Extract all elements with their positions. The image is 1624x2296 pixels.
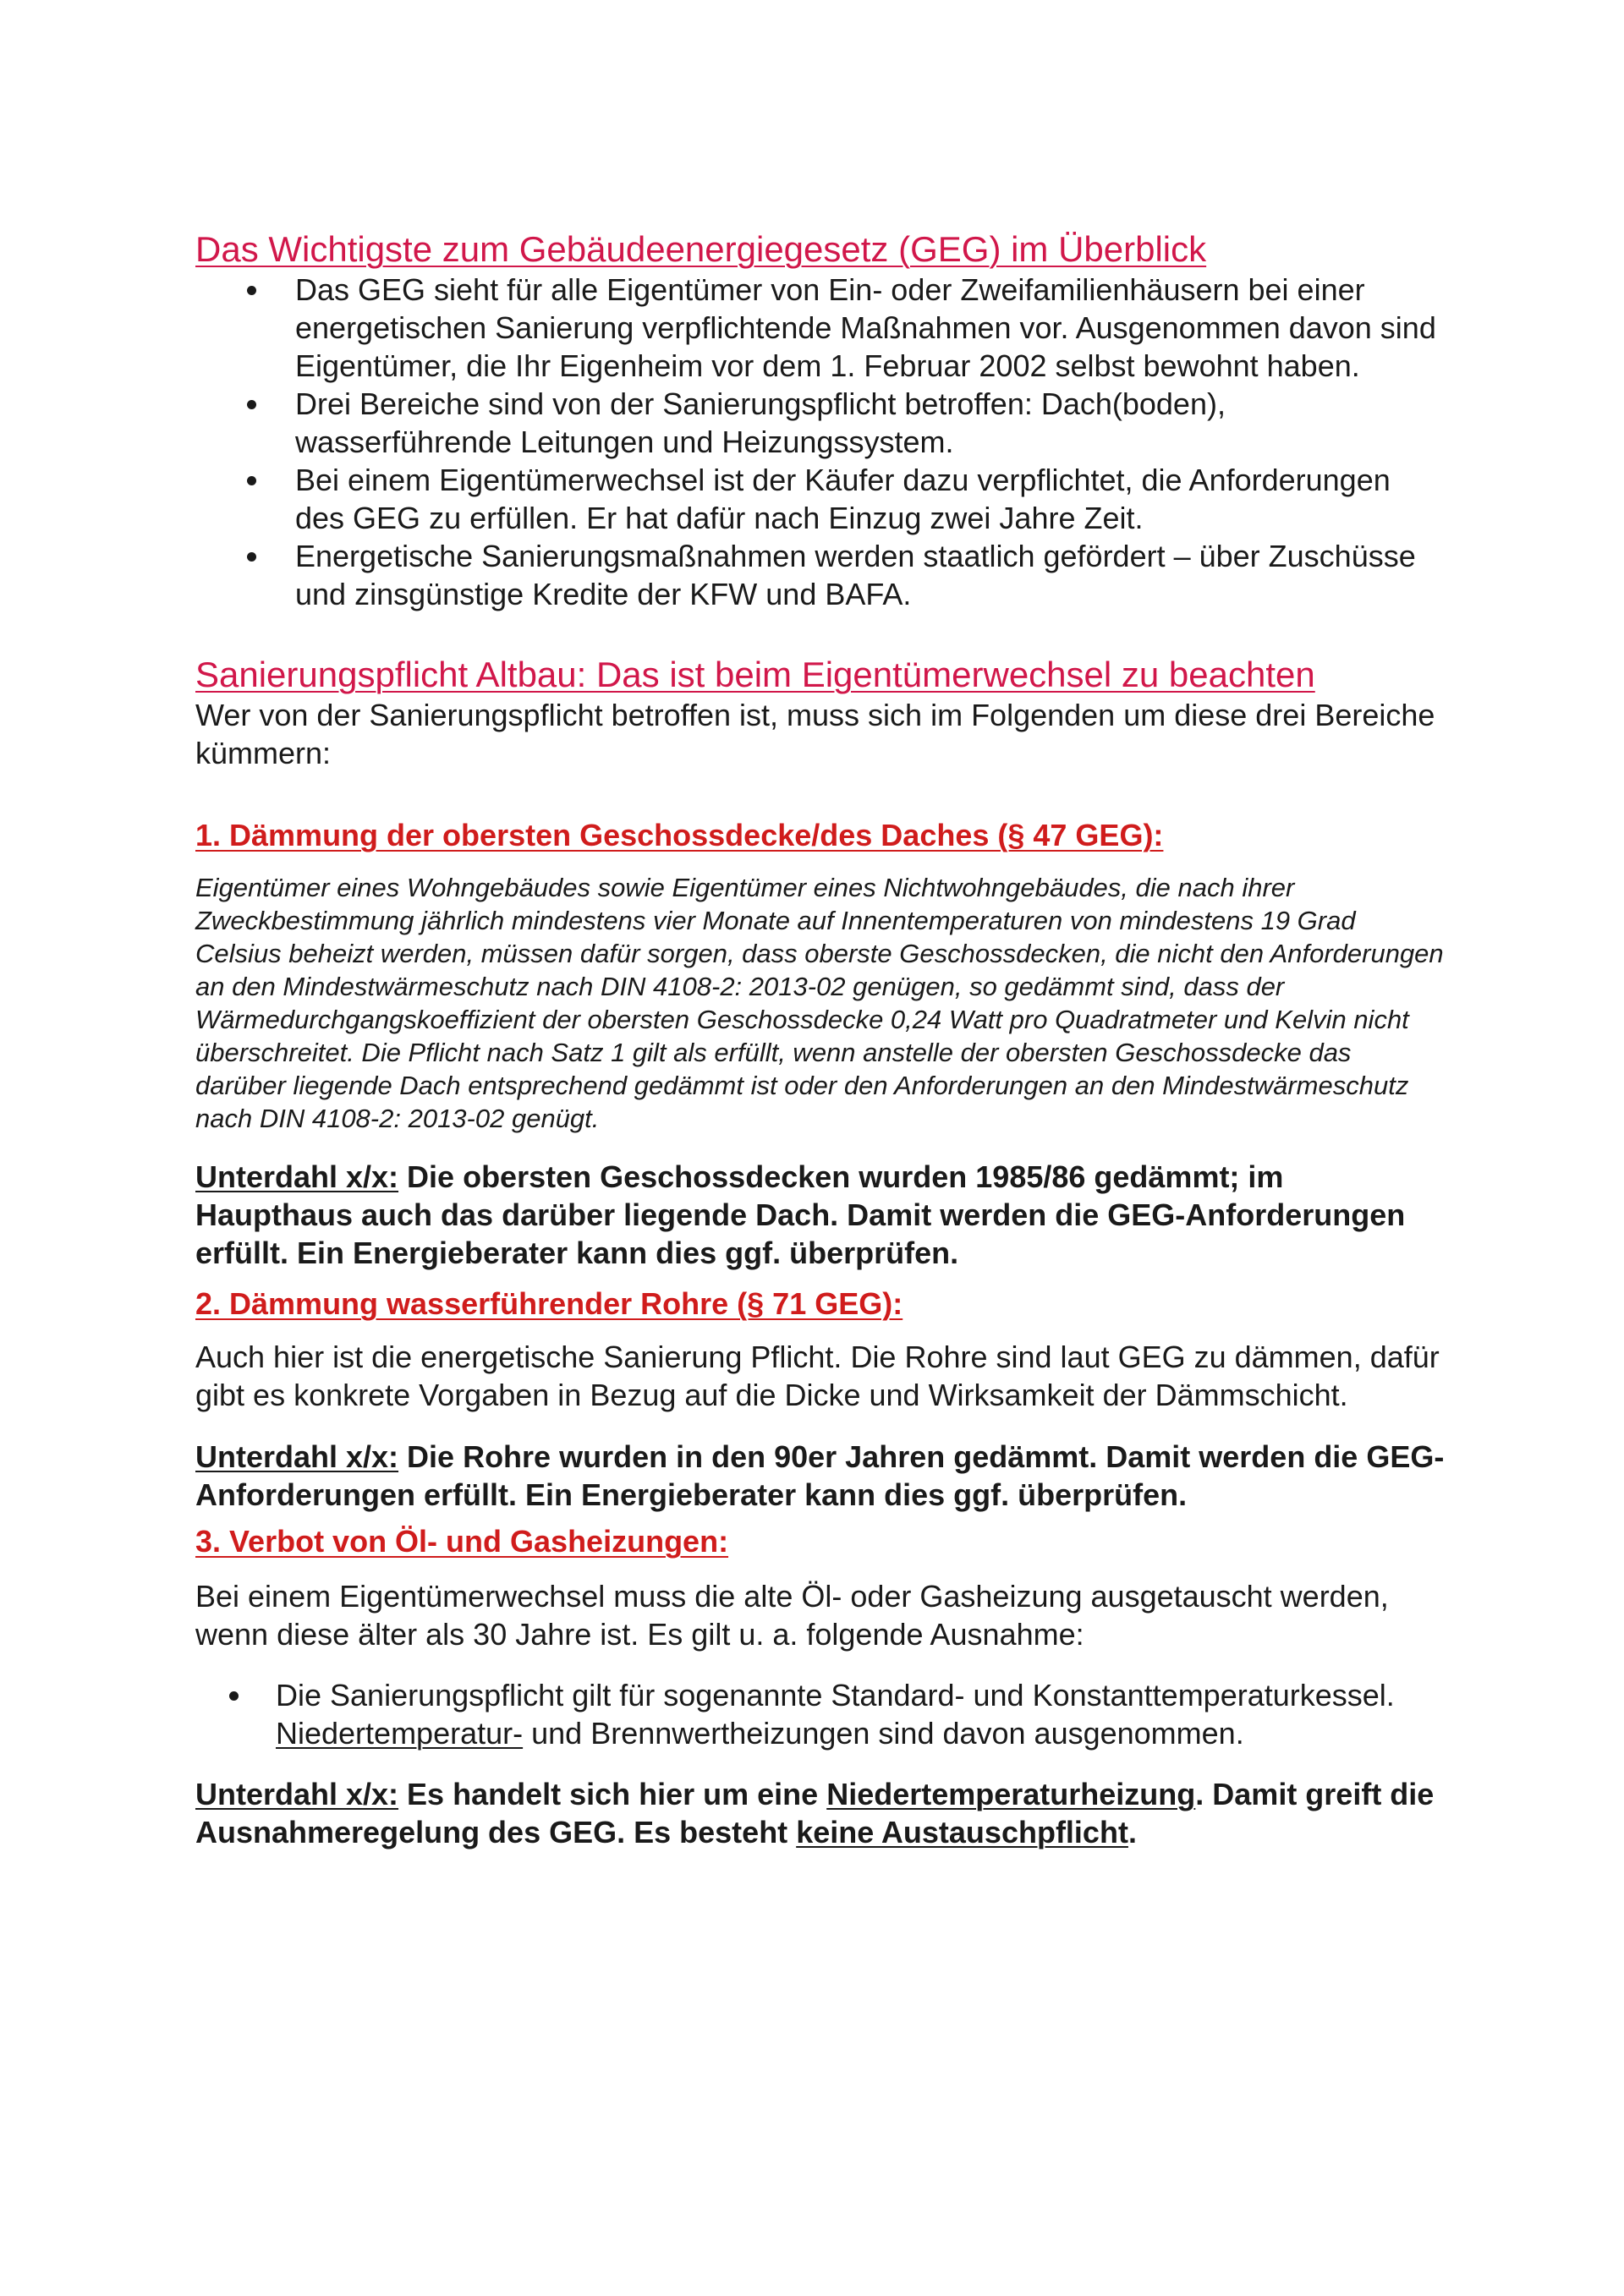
list-item-text: Energetische Sanierungsmaßnahmen werden staatlich gefördert – über Zuschüsse und zinsgünstige Kredite der KFW und BAFA. [295,539,1416,611]
list-item [195,537,1447,613]
pipe-insulation-note [195,1438,1447,1514]
obligation-intro: Wer von der Sanierungspflicht betroffen ist, muss sich im Folgenden um diese drei Bereiche kümmern: [195,698,1435,770]
list-item-text: Das GEG sieht für alle Eigentümer von Ein- oder Zweifamilienhäusern bei einer energetischen Sanierung verpflichtende Maßnahmen vor. Ausgenommen davon sind Eigentümer, die Ihr Eigenheim vor dem 1. Februar 2002 selbst bewohnt haben. [295,272,1436,383]
note-text: Die obersten Geschossdecken wurden 1985/86 gedämmt; im Haupthaus auch das darüber liegende Dach. Damit werden die GEG-Anforderungen erfüllt. Ein Energieberater kann dies ggf. überprüfen. [195,1159,1406,1270]
heating-note [195,1775,1447,1851]
bullet-icon [247,476,256,485]
exception-list [195,1676,1447,1752]
note-text-3: . [1127,1815,1137,1849]
legal-quote: Eigentümer eines Wohngebäudes sowie Eigentümer eines Nichtwohngebäudes, die nach ihrer Zweckbestimmung jährlich mindestens vier Monate auf Innentemperaturen von mindestens 19 Grad Celsius beheizt werden, müssen dafür sorgen, dass oberste Geschossdecken, die nicht den Anforderungen an den Mindestwärmeschutz nach DIN 4108-2: 2013-02 genügen, so gedämmt sind, dass der Wärmedurchgangskoeffizient der obersten Geschossdecke 0,24 Watt pro Quadratmeter und Kelvin nicht überschreitet. Die Pflicht nach Satz 1 gilt als erfüllt, wenn anstelle der obersten Geschossdecke das darüber liegende Dach entsprechend gedämmt ist oder den Anforderungen an den Mindestwärmeschutz nach DIN 4108-2: 2013-02 genügt. [195,873,1444,1133]
bullet-icon [247,400,256,409]
roof-insulation-note [195,1158,1447,1272]
list-item-text: Bei einem Eigentümerwechsel ist der Käufer dazu verpflichtet, die Anforderungen des GEG zu erfüllen. Er hat dafür nach Einzug zwei Jahre Zeit. [295,463,1391,535]
list-item [195,461,1447,537]
heating-ban-text: Bei einem Eigentümerwechsel muss die alte Öl- oder Gasheizung ausgetauscht werden, wenn diese älter als 30 Jahre ist. Es gilt u. a. folgende Ausnahme: [195,1579,1389,1652]
exception-underlined: Niedertemperatur- [276,1716,524,1751]
list-item [195,1676,1447,1752]
bullet-icon [247,286,256,295]
exception-text-1: Die Sanierungspflicht gilt für sogenannte Standard- und Konstanttemperaturkessel. [276,1678,1395,1712]
note-label: Unterdahl x/x: [195,1159,399,1194]
list-item-text: Drei Bereiche sind von der Sanierungspflicht betroffen: Dach(boden), wasserführende Leitungen und Heizungssystem. [295,386,1226,459]
obligation-heading: Sanierungspflicht Altbau: Das ist beim Eigentümerwechsel zu beachten [195,655,1315,694]
pipe-insulation-text: Auch hier ist die energetische Sanierung Pflicht. Die Rohre sind laut GEG zu dämmen, dafür gibt es konkrete Vorgaben in Bezug auf die Dicke und Wirksamkeit der Dämmschicht. [195,1340,1440,1412]
exception-text-2: und Brennwertheizungen sind davon ausgenommen. [523,1716,1244,1751]
bullet-icon [247,552,256,562]
roof-insulation-heading: 1. Dämmung der obersten Geschossdecke/des Daches (§ 47 GEG): [195,818,1164,852]
overview-heading: Das Wichtigste zum Gebäudeenergiegesetz (GEG) im Überblick [195,229,1207,269]
overview-bullet-list [195,271,1447,613]
note-text-1: Es handelt sich hier um eine [398,1777,827,1811]
pipe-insulation-heading: 2. Dämmung wasserführender Rohre (§ 71 GEG): [195,1286,903,1321]
list-item [195,385,1447,461]
note-label: Unterdahl x/x: [195,1439,399,1474]
note-text-2: . Damit greift die Ausnahmeregelung des GEG. Es besteht [195,1777,1435,1849]
bullet-icon [229,1691,239,1701]
heating-ban-heading: 3. Verbot von Öl- und Gasheizungen: [195,1524,729,1559]
note-underlined-1: Niedertemperaturheizung [826,1777,1196,1811]
note-underlined-2: keine Austauschpflicht [796,1815,1128,1849]
note-label: Unterdahl x/x: [195,1777,399,1811]
note-text: Die Rohre wurden in den 90er Jahren gedämmt. Damit werden die GEG-Anforderungen erfüllt. Ein Energieberater kann dies ggf. überprüfen. [195,1439,1445,1512]
list-item [195,271,1447,385]
document-page [195,228,1447,1851]
